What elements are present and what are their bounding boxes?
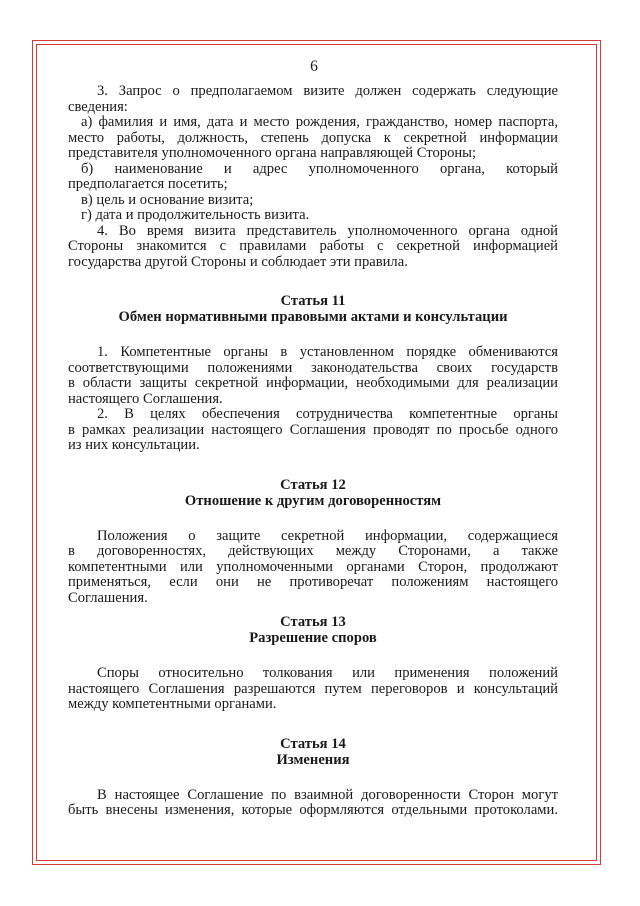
article-11-title: Обмен нормативными правовыми актами и консультации <box>118 309 508 325</box>
article-14-title: Изменения <box>276 751 350 768</box>
article-13-number: Статья 13 <box>280 614 346 630</box>
document-body <box>68 84 558 819</box>
article-13-title: Разрешение споров <box>249 630 377 646</box>
page-number: 6 <box>310 58 318 75</box>
text-line: сведения: <box>68 98 128 115</box>
text-line: 1. Компетентные органы в установленном порядке обмениваются <box>97 344 558 360</box>
text-line: Положения о защите секретной информации, содержащиеся <box>97 527 558 544</box>
text-line: а) фамилия и имя, дата и место рождения, гражданство, номер паспорта, <box>81 114 558 130</box>
text-line: Соглашения. <box>68 589 148 606</box>
text-line: соответствующими положениями законодательства своих государств <box>68 359 558 376</box>
article-14-number: Статья 14 <box>280 735 346 752</box>
text-line: 3. Запрос о предполагаемом визите должен содержать следующие <box>97 83 558 99</box>
text-line: между компетентными органами. <box>68 696 277 712</box>
text-line: из них консультации. <box>68 437 200 453</box>
text-line: 4. Во время визита представитель уполномоченного органа одной <box>97 222 558 239</box>
article-11-number: Статья 11 <box>280 293 346 309</box>
article-12-number: Статья 12 <box>280 476 346 493</box>
text-line: б) наименование и адрес уполномоченного органа, который <box>81 160 558 177</box>
text-line: в) цель и основание визита; <box>81 191 254 208</box>
text-line: компетентными или уполномоченными органами Сторон, продолжают <box>68 558 558 575</box>
text-line: государства другой Стороны и соблюдает эти правила. <box>68 253 408 270</box>
text-line: представителя уполномоченного органа направляющей Стороны; <box>68 145 477 161</box>
text-line: место работы, должность, степень допуска к секретной информации <box>68 129 558 146</box>
text-line: Споры относительно толкования или применения положений <box>97 665 558 681</box>
text-line: быть внесены изменения, которые оформляются отдельными протоколами. <box>68 802 558 818</box>
text-line: настоящего Соглашения. <box>68 390 223 407</box>
text-line: г) дата и продолжительность визита. <box>81 207 310 223</box>
article-12-title: Отношение к другим договоренностям <box>184 492 442 509</box>
text-line: В настоящее Соглашение по взаимной договоренности Сторон могут <box>97 786 558 803</box>
text-line: в области защиты секретной информации, необходимыми для реализации <box>68 375 558 391</box>
text-line: в рамках реализации настоящего Соглашения проводят по просьбе одного <box>68 421 558 438</box>
text-line: 2. В целях обеспечения сотрудничества компетентные органы <box>97 406 558 422</box>
text-line: настоящего Соглашения разрешаются путем переговоров и консультаций <box>68 680 558 697</box>
text-line: Стороны знакомится с правилами работы с секретной информацией <box>68 238 558 254</box>
text-line: предполагается посетить; <box>68 176 228 192</box>
text-line: применяться, если они не противоречат положениям настоящего <box>68 574 558 590</box>
text-line: в договоренностях, действующих между Сторонами, а также <box>68 543 558 559</box>
